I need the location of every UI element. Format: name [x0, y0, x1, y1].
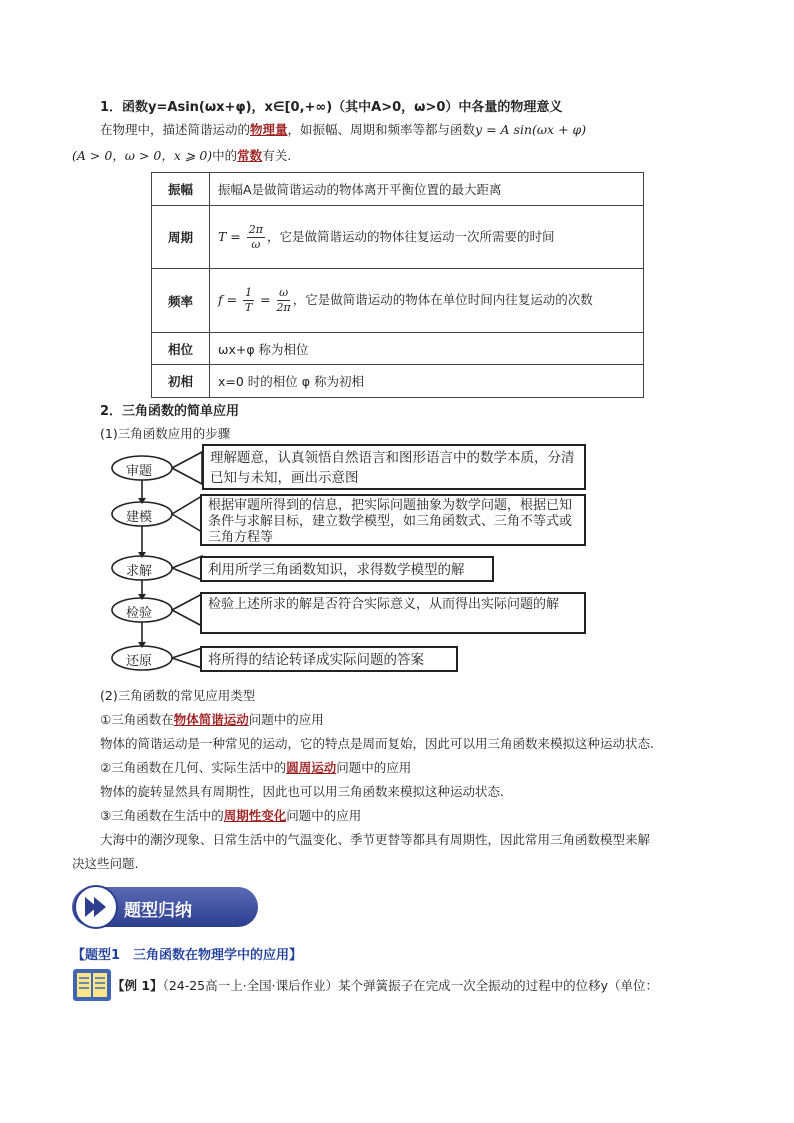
- intro-text: 在物理中，描述简谐运动的: [100, 122, 251, 137]
- formula: y = A sin(ωx + φ): [475, 122, 587, 137]
- highlight-circular: 圆周运动: [286, 760, 337, 775]
- table-row: [152, 173, 644, 206]
- flow-step-box: 利用所学三角函数知识，求得数学模型的解: [200, 556, 494, 582]
- highlight-harmonic: 物体简谐运动: [173, 712, 249, 727]
- row-key: 振幅: [152, 173, 210, 206]
- fraction: $\frac{1}{T}$: [244, 286, 253, 314]
- type-1-desc: 物体的简谐运动是一种常见的运动，它的特点是周而复始，因此可以用三角函数来模拟这种运动状态.: [100, 736, 654, 751]
- condition-formula: (A > 0，ω > 0，x ⩾ 0): [72, 148, 213, 163]
- highlight-constant: 常数: [237, 148, 263, 163]
- table-row: [152, 206, 644, 269]
- table-row: [152, 269, 644, 333]
- topic-1-title: 【题型1 三角函数在物理学中的应用】: [72, 948, 303, 963]
- flow-step-label: 求解: [126, 564, 153, 579]
- example-label: 【例 1】: [112, 978, 163, 993]
- flow-step-label: 审题: [126, 464, 153, 479]
- row-key: 相位: [152, 333, 210, 365]
- type-3-desc-2: 决这些问题.: [72, 856, 139, 871]
- example-1: [112, 976, 658, 994]
- table-row: [152, 365, 644, 398]
- flow-step-box: 检验上述所求的解是否符合实际意义，从而得出实际问题的解: [200, 592, 586, 634]
- physics-meaning-table: [151, 172, 644, 398]
- play-chevron-icon: [76, 887, 116, 927]
- highlight-physics: 物理量: [250, 122, 288, 137]
- banner-title: 题型归纳: [124, 901, 192, 921]
- banner-circle: [74, 885, 118, 929]
- intro-text-2: ，如振幅、周期和频率等都与函数: [287, 122, 476, 137]
- flow-step-label: 还原: [126, 654, 153, 669]
- section1-intro: [100, 120, 586, 138]
- row-key: 周期: [152, 206, 210, 269]
- example-text: （24-25高一上·全国·课后作业）某个弹簧振子在完成一次全振动的过程中的位移y（单位：: [162, 978, 658, 993]
- type-2-title: ②三角函数在几何、实际生活中的圆周运动问题中的应用: [100, 760, 412, 775]
- table-row: [152, 333, 644, 365]
- flow-step-box: 将所得的结论转译成实际问题的答案: [200, 646, 458, 672]
- intro2-text: 中的: [212, 148, 238, 163]
- flow-step-box: 根据审题所得到的信息，把实际问题抽象为数学问题，根据已知条件与求解目标，建立数学模型，如三角函数式、三角不等式或三角方程等: [200, 494, 586, 546]
- highlight-periodic: 周期性变化: [223, 808, 287, 823]
- section1-intro-2: [72, 146, 291, 164]
- row-key: 初相: [152, 365, 210, 398]
- types-sub2: (2)三角函数的常见应用类型: [100, 688, 256, 703]
- intro2-text-2: 有关.: [262, 148, 292, 163]
- type-3-desc-1: 大海中的潮汐现象、日常生活中的气温变化、季节更替等都具有周期性，因此常用三角函数模型来解: [100, 832, 651, 847]
- row-value: x=0 时的相位 φ 称为初相: [210, 365, 644, 398]
- row-value: T = $\frac{2\pi}{\omega}$ ，它是做简谐运动的物体往复运动一次所需要的时间: [210, 206, 644, 269]
- row-key: 频率: [152, 269, 210, 333]
- section1-heading: 1．函数y=Asin(ωx+φ)，x∈[0,+∞)（其中A>0，ω>0）中各量的物理意义: [100, 100, 563, 115]
- fraction: $\frac{2\pi}{\omega}$: [248, 222, 264, 251]
- flow-step-box: 理解题意，认真领悟自然语言和图形语言中的数学本质，分清已知与未知，画出示意图: [202, 444, 586, 490]
- type-1-title: ①三角函数在物体简谐运动问题中的应用: [100, 712, 324, 727]
- flow-step-label: 建模: [126, 510, 153, 525]
- type-2-desc: 物体的旋转显然具有周期性，因此也可以用三角函数来模拟这种运动状态.: [100, 784, 504, 799]
- section2-heading: 2．三角函数的简单应用: [100, 404, 240, 419]
- flow-step-label: 检验: [126, 606, 153, 621]
- book-icon: [72, 968, 112, 1002]
- fraction: $\frac{\omega}{2\pi}$: [276, 286, 291, 314]
- section2-sub1: (1)三角函数应用的步骤: [100, 426, 231, 441]
- type-3-title: ③三角函数在生活中的周期性变化问题中的应用: [100, 808, 362, 823]
- row-value: f = $\frac{1}{T}$ = $\frac{\omega}{2\pi}$ ，它是做简谐运动的物体在单位时间内往复运动的次数: [210, 269, 644, 333]
- row-value: ωx+φ 称为相位: [210, 333, 644, 365]
- row-value: 振幅A是做简谐运动的物体离开平衡位置的最大距离: [210, 173, 644, 206]
